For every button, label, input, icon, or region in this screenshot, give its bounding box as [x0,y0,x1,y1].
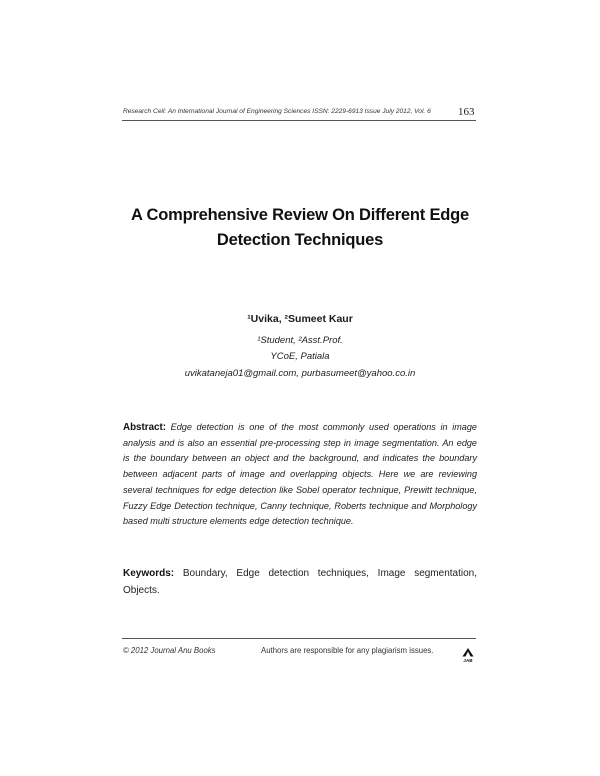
author-roles: ¹Student, ²Asst.Prof. [257,335,343,346]
footer-plagiarism-note: Authors are responsible for any plagiarism issues. [261,646,434,655]
keywords-text: Boundary, Edge detection techniques, Image segmentation, Objects. [123,568,478,596]
abstract [123,420,477,530]
author-names: ¹Uvika, ²Sumeet Kaur [247,313,353,325]
author-institution: YCoE, Patiala [270,351,330,362]
title-line-2: Detection Techniques [216,231,384,249]
abstract-label: Abstract: [123,422,167,433]
author-emails: uvikataneja01@gmail.com, purbasumeet@yahoo.co.in [184,368,416,379]
logo-text: JAB [463,658,473,663]
running-header: Research Cell: An International Journal of Engineering Sciences ISSN: 2229-6913 Issue July 2012, Vol. 6 [123,108,431,115]
jab-logo-icon [461,647,475,663]
page-number: 163 [458,106,475,118]
abstract-text: Edge detection is one of the most commonly used operations in image analysis and is also an essential pre-processing step in image segmentation. An edge is the boundary between an object and the background, and indicates the boundary between adjacent parts of image and overlapping objects. Here we are reviewing several techniques for edge detection like Sobel operator technique, Prewitt technique, Fuzzy Edge Detection technique, Canny technique, Roberts technique and Morphology based multi structure elements edge detection technique. [123,422,477,527]
title-line-1: A Comprehensive Review On Different Edge [131,206,469,224]
paper-title [100,203,500,253]
footer-rule [122,638,476,639]
footer-copyright: © 2012 Journal Anu Books [123,646,216,655]
keywords-label: Keywords: [123,568,175,579]
keywords [123,565,477,599]
header-rule [122,120,476,121]
